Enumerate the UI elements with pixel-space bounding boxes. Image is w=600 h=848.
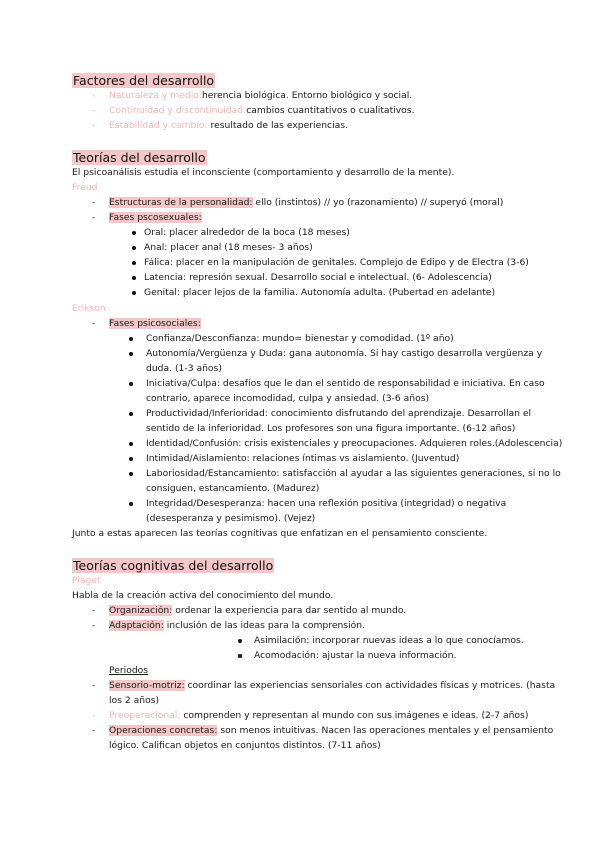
list-item: Integridad/Desesperanza: hacen una reflexión positiva (integridad) o negativa xyxy=(146,498,507,509)
dash-bullet: - xyxy=(92,120,96,131)
list-item: Autonomía/Vergüenza y Duda: gana autonomía. Si hay castigo desarrolla vergüenza y xyxy=(146,348,543,359)
dash-bullet: - xyxy=(92,318,96,329)
list-item: Iniciativa/Culpa: desafíos que le dan el sentido de responsabilidad e iniciativa. En caso xyxy=(146,378,545,389)
list-item-continuation: lógico. Califican objetos en conjuntos distintos. (7-11 años) xyxy=(109,740,381,751)
dash-bullet: - xyxy=(92,105,96,116)
list-item-continuation: consiguen, estancamiento. (Madurez) xyxy=(146,483,320,494)
bullet-dot xyxy=(129,502,133,506)
bullet-dot xyxy=(238,639,242,643)
list-item: Acomodación: ajustar la nueva información. xyxy=(254,650,457,661)
list-item-continuation: sentido de la inferioridad. Los profesores son una figura importante. (6-12 años) xyxy=(146,423,516,434)
bullet-dot xyxy=(129,442,133,446)
list-item: Productividad/Inferioridad: conocimiento disfrutando del aprendizaje. Desarrollan el xyxy=(146,408,532,419)
list-item: Sensorio-motriz: coordinar las experiencias sensoriales con actividades físicas y motrices. (hasta xyxy=(109,680,556,691)
list-item: Continuidad y discontinuidad:cambios cuantitativos o cualitativos. xyxy=(109,105,415,116)
list-item: Fases psicosociales: xyxy=(109,318,201,329)
list-item: Anal: placer anal (18 meses- 3 años) xyxy=(144,242,313,253)
list-item: Genital: placer lejos de la familia. Autonomía adulta. (Pubertad en adelante) xyxy=(144,287,496,298)
list-item: Latencia: represión sexual. Desarrollo social e intelectual. (6- Adolescencia) xyxy=(144,272,492,283)
list-item: Confianza/Desconfianza: mundo= bienestar y comodidad. (1º año) xyxy=(146,333,454,344)
dash-bullet: - xyxy=(92,197,96,208)
list-item: Oral: placer alrededor de la boca (18 meses) xyxy=(144,227,350,238)
list-item: Estabilidad y cambio: resultado de las experiencias. xyxy=(109,120,348,131)
list-item: Identidad/Confusión: crisis existenciales y preocupaciones. Adquieren roles.(Adolescencia) xyxy=(146,438,563,449)
list-item: Naturaleza y medio:herencia biológica. Entorno biológico y social. xyxy=(109,90,413,101)
list-item-continuation: (desesperanza y pesimismo). (Vejez) xyxy=(146,513,316,524)
list-item: Asimilación: incorporar nuevas ideas a lo que conocíamos. xyxy=(254,635,524,646)
section-title-teorias: Teorías del desarrollo xyxy=(73,150,206,165)
dash-bullet: - xyxy=(92,725,96,736)
bullet-dot xyxy=(129,352,133,356)
bullet-dot xyxy=(129,337,133,341)
dash-bullet: - xyxy=(92,620,96,631)
author-erikson: Erikson xyxy=(72,303,106,314)
list-item: Adaptación: inclusión de las ideas para la comprensión. xyxy=(109,620,365,631)
subheading-periodos: Periodos xyxy=(109,665,149,676)
list-item: Estructuras de la personalidad: ello (instintos) // yo (razonamiento) // superyó (moral) xyxy=(109,197,504,208)
dash-bullet: - xyxy=(92,710,96,721)
bullet-dot xyxy=(132,276,136,280)
dash-bullet: - xyxy=(92,212,96,223)
bullet-dot xyxy=(132,261,136,265)
list-item-continuation: duda. (1-3 años) xyxy=(146,363,222,374)
bullet-dot xyxy=(132,291,136,295)
list-item: Organización: ordenar la experiencia para dar sentido al mundo. xyxy=(109,605,407,616)
list-item: Fases pscosexuales: xyxy=(109,212,202,223)
author-piaget: Piaget xyxy=(72,575,101,586)
bullet-dot xyxy=(129,412,133,416)
bullet-dot xyxy=(132,246,136,250)
dash-bullet: - xyxy=(92,680,96,691)
paragraph-intro: Habla de la creación activa del conocimiento del mundo. xyxy=(72,590,334,601)
bullet-dot xyxy=(238,654,242,658)
dash-bullet: - xyxy=(92,605,96,616)
bullet-dot xyxy=(129,472,133,476)
list-item-continuation: los 2 años) xyxy=(109,695,160,706)
paragraph-closing: Junto a estas aparecen las teorías cognitivas que enfatizan en el pensamiento consciente. xyxy=(72,528,488,539)
list-item: Intimidad/Aislamiento: relaciones íntimas vs aislamiento. (Juventud) xyxy=(146,453,460,464)
list-item: Fálica: placer en la manipulación de genitales. Complejo de Edipo y de Electra (3-6) xyxy=(144,257,529,268)
list-item: Laboriosidad/Estancamiento: satisfacción al ayudar a las siguientes generaciones, si no lo xyxy=(146,468,561,479)
bullet-dot xyxy=(129,382,133,386)
paragraph-intro: El psicoanálisis estudia el inconsciente (comportamiento y desarrollo de la mente). xyxy=(72,167,455,178)
section-title-cognitivas: Teorías cognitivas del desarrollo xyxy=(73,558,274,573)
section-title-factores: Factores del desarrollo xyxy=(73,73,215,88)
bullet-dot xyxy=(129,457,133,461)
dash-bullet: - xyxy=(92,90,96,101)
list-item: Operaciones concretas: son menos intuitivas. Nacen las operaciones mentales y el pensamiento xyxy=(109,725,554,736)
list-item-continuation: contrario, aparece incomodidad, culpa y ansiedad. (3-6 años) xyxy=(146,393,430,404)
bullet-dot xyxy=(132,231,136,235)
author-freud: Freud xyxy=(72,182,98,193)
list-item: Preoperacional: comprenden y representan al mundo con sus imágenes e ideas. (2-7 años) xyxy=(109,710,529,721)
